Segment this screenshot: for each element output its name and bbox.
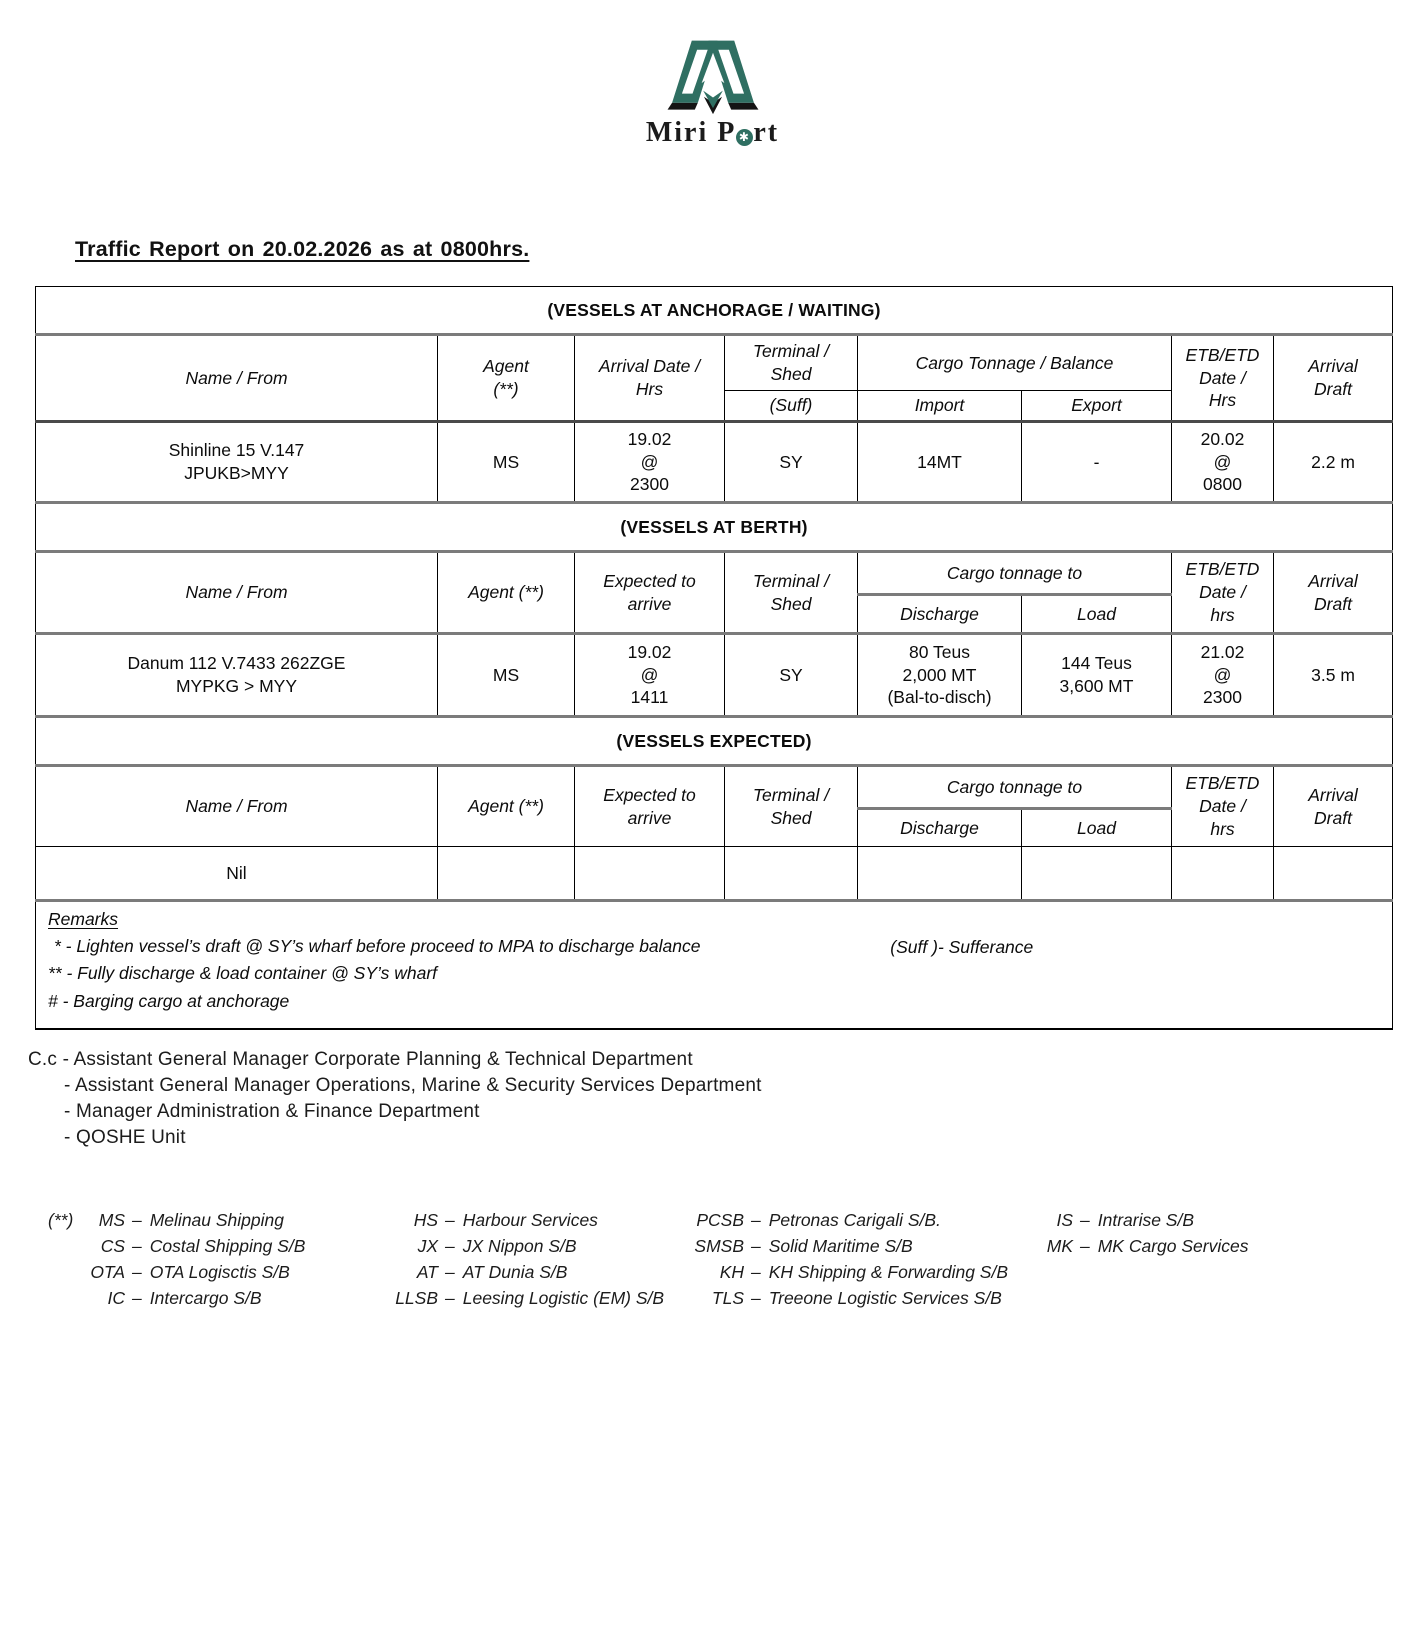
cell-discharge: 80 Teus 2,000 MT (Bal-to-disch) — [858, 634, 1022, 717]
remarks-title: Remarks — [48, 909, 119, 929]
legend-column-3 — [690, 1207, 1045, 1311]
report-title: Traffic Report on 20.02.2026 as at 0800hrs. — [75, 237, 530, 261]
col-header-name: Name / From — [36, 552, 438, 634]
col-header-etb-etd: ETB/ETD Date / hrs — [1172, 552, 1274, 634]
cell-etb-etd: 21.02 @ 2300 — [1172, 634, 1274, 717]
legend-column-1 — [85, 1207, 390, 1311]
cc-line-4: - QOSHE Unit — [64, 1127, 186, 1149]
col-header-agent: Agent (**) — [438, 766, 575, 847]
brand-text — [0, 117, 1425, 149]
cell-vessel-name: Shinline 15 V.147 JPUKB>MYY — [36, 422, 438, 503]
agent-legend — [48, 1207, 1425, 1311]
legend-entry: MS – Melinau Shipping — [98, 1210, 284, 1231]
cell-load: 144 Teus 3,600 MT — [1022, 634, 1172, 717]
col-header-discharge: Discharge — [858, 595, 1022, 634]
table-row-expected-nil — [36, 847, 1393, 901]
legend-column-2 — [390, 1207, 690, 1311]
logo-block — [0, 0, 1425, 149]
col-header-cargo-tonnage: Cargo Tonnage / Balance — [858, 335, 1172, 391]
legend-entry: IC – Intercargo S/B — [107, 1288, 262, 1309]
col-header-name: Name / From — [36, 335, 438, 422]
legend-entry: PCSB – Petronas Carigali S/B. — [696, 1210, 941, 1231]
col-header-etb-etd: ETB/ETD Date / Hrs — [1172, 335, 1274, 422]
gear-icon: ✱ — [736, 129, 753, 146]
legend-marker: (**) — [48, 1210, 74, 1231]
cell-load — [1022, 847, 1172, 901]
legend-entry: OTA – OTA Logisctis S/B — [90, 1262, 290, 1283]
table-row-berth-vessel — [36, 634, 1393, 717]
section-bar-berth — [36, 503, 1393, 552]
cell-agent — [438, 847, 575, 901]
brand-text-before: Miri P — [645, 117, 737, 148]
col-header-suff: (Suff) — [725, 391, 858, 422]
miri-port-monogram-icon — [663, 36, 763, 115]
cell-discharge — [858, 847, 1022, 901]
cell-agent: MS — [438, 634, 575, 717]
cc-line-2: - Assistant General Manager Operations, Marine & Security Services Department — [64, 1074, 762, 1096]
col-header-cargo-tonnage: Cargo tonnage to — [858, 552, 1172, 595]
cell-import: 14MT — [858, 422, 1022, 503]
col-header-arrival-draft: Arrival Draft — [1274, 335, 1393, 422]
col-header-expected-arrive: Expected to arrive — [575, 766, 725, 847]
cell-vessel-name: Danum 112 V.7433 262ZGE MYPKG > MYY — [36, 634, 438, 717]
col-header-etb-etd: ETB/ETD Date / hrs — [1172, 766, 1274, 847]
col-header-terminal: Terminal / Shed — [725, 766, 858, 847]
legend-entry: SMSB – Solid Maritime S/B — [694, 1236, 913, 1257]
legend-entry: LLSB – Leesing Logistic (EM) S/B — [395, 1288, 665, 1309]
remark-suff-note: (Suff )- Sufferance — [890, 937, 1034, 957]
cell-arrival-draft — [1274, 847, 1393, 901]
cell-terminal — [725, 847, 858, 901]
legend-entry: KH – KH Shipping & Forwarding S/B — [719, 1262, 1009, 1283]
legend-entry: JX – JX Nippon S/B — [417, 1236, 577, 1257]
col-header-arrival-draft: Arrival Draft — [1274, 766, 1393, 847]
col-header-export: Export — [1022, 391, 1172, 422]
legend-entry: CS – Costal Shipping S/B — [100, 1236, 306, 1257]
col-header-arrival-date: Arrival Date / Hrs — [575, 335, 725, 422]
legend-entry: MK – MK Cargo Services — [1046, 1236, 1249, 1257]
legend-entry: IS – Intrarise S/B — [1056, 1210, 1195, 1231]
col-header-name: Name / From — [36, 766, 438, 847]
cell-agent: MS — [438, 422, 575, 503]
legend-entry: TLS – Treeone Logistic Services S/B — [711, 1288, 1002, 1309]
anchorage-header-row — [36, 335, 1393, 391]
col-header-load: Load — [1022, 809, 1172, 847]
cell-etb-etd: 20.02 @ 0800 — [1172, 422, 1274, 503]
cell-etb-etd — [1172, 847, 1274, 901]
remarks-cell — [36, 901, 1393, 1029]
col-header-cargo-tonnage: Cargo tonnage to — [858, 766, 1172, 809]
cell-export: - — [1022, 422, 1172, 503]
cell-terminal: SY — [725, 634, 858, 717]
cell-arrival-date: 19.02 @ 2300 — [575, 422, 725, 503]
cc-line-1: C.c - Assistant General Manager Corporate Planning & Technical Department — [28, 1048, 693, 1070]
brand-text-after: rt — [753, 117, 780, 148]
expected-header-row — [36, 766, 1393, 809]
cc-distribution-list — [28, 1048, 1425, 1150]
section-bar-anchorage — [36, 287, 1393, 335]
remarks-row — [36, 901, 1393, 1029]
cc-line-3: - Manager Administration & Finance Department — [64, 1100, 480, 1122]
section-title-expected: (VESSELS EXPECTED) — [36, 717, 1393, 766]
remark-line-3: # - Barging cargo at anchorage — [48, 991, 290, 1011]
section-bar-expected — [36, 717, 1393, 766]
col-header-agent: Agent (**) — [438, 335, 575, 422]
cell-arrival-draft: 2.2 m — [1274, 422, 1393, 503]
col-header-expected-arrive: Expected to arrive — [575, 552, 725, 634]
cell-vessel-name: Nil — [36, 847, 438, 901]
col-header-import: Import — [858, 391, 1022, 422]
traffic-report-table — [35, 286, 1393, 1030]
section-title-berth: (VESSELS AT BERTH) — [36, 503, 1393, 552]
legend-column-4 — [1045, 1207, 1295, 1311]
col-header-arrival-draft: Arrival Draft — [1274, 552, 1393, 634]
col-header-terminal: Terminal / Shed — [725, 552, 858, 634]
berth-header-row — [36, 552, 1393, 595]
cell-expected-arrive — [575, 847, 725, 901]
section-title-anchorage: (VESSELS AT ANCHORAGE / WAITING) — [36, 287, 1393, 335]
cell-arrival-draft: 3.5 m — [1274, 634, 1393, 717]
remark-line-1: * - Lighten vessel’s draft @ SY’s wharf before proceed to MPA to discharge balance — [54, 935, 701, 956]
table-row-anchorage-vessel — [36, 422, 1393, 503]
remark-line-2: ** - Fully discharge & load container @ SY’s wharf — [48, 963, 438, 984]
col-header-load: Load — [1022, 595, 1172, 634]
col-header-discharge: Discharge — [858, 809, 1022, 847]
col-header-terminal: Terminal / Shed — [725, 335, 858, 391]
col-header-agent: Agent (**) — [438, 552, 575, 634]
legend-entry: AT – AT Dunia S/B — [416, 1262, 568, 1283]
cell-terminal: SY — [725, 422, 858, 503]
cell-expected-arrive: 19.02 @ 1411 — [575, 634, 725, 717]
legend-entry: HS – Harbour Services — [413, 1210, 598, 1231]
